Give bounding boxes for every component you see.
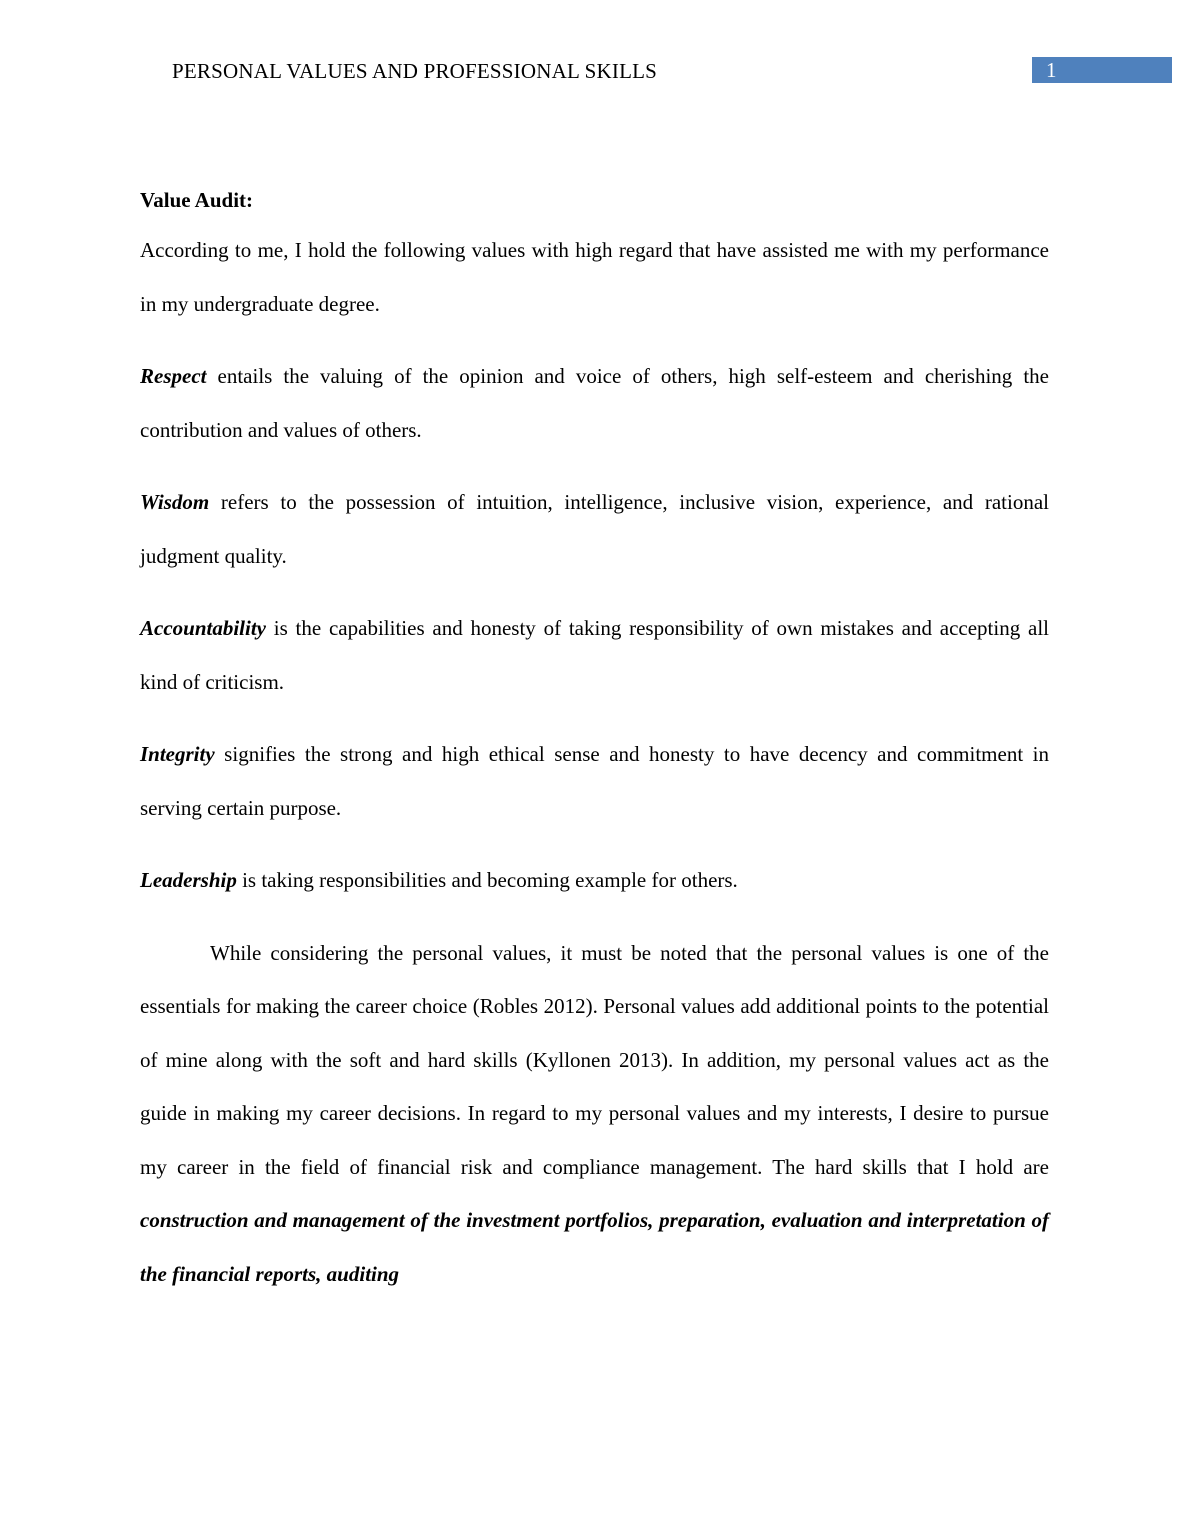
- document-body: [140, 180, 1049, 1320]
- hard-skills-emphasis: construction and management of the investment portfolios, preparation, evaluation and interpretation of the financial reports, auditing: [140, 1208, 1049, 1286]
- value-term: Integrity: [140, 742, 215, 766]
- value-definition: signifies the strong and high ethical sense and honesty to have decency and commitment in serving certain purpose.: [140, 742, 1049, 820]
- discussion-paragraph: [140, 927, 1049, 1302]
- value-definition: refers to the possession of intuition, intelligence, inclusive vision, experience, and rational judgment quality.: [140, 490, 1049, 568]
- value-term: Respect: [140, 364, 207, 388]
- page-number: 1: [1046, 58, 1057, 82]
- value-term: Wisdom: [140, 490, 210, 514]
- discussion-text: While considering the personal values, it must be noted that the personal values is one of the essentials for making the career choice (Robles 2012). Personal values add additional points to the potential of mine along with the soft and hard skills (Kyllonen 2013). In addition, my personal values act as the guide in making my career decisions. In regard to my personal values and my interests, I desire to pursue my career in the field of financial risk and compliance management. The hard skills that I hold are: [140, 940, 1049, 1179]
- value-respect: [140, 350, 1049, 457]
- value-leadership: [140, 854, 1049, 908]
- value-term: Accountability: [140, 616, 266, 640]
- value-wisdom: [140, 476, 1049, 583]
- running-header-title: PERSONAL VALUES AND PROFESSIONAL SKILLS: [172, 59, 658, 83]
- value-definition: is the capabilities and honesty of taking responsibility of own mistakes and accepting all kind of criticism.: [140, 616, 1049, 694]
- value-term: Leadership: [140, 868, 237, 892]
- value-integrity: [140, 728, 1049, 835]
- value-definition: entails the valuing of the opinion and voice of others, high self-esteem and cherishing the contribution and values of others.: [140, 364, 1049, 442]
- section-heading: Value Audit:: [140, 188, 254, 212]
- value-definition: is taking responsibilities and becoming example for others.: [236, 868, 738, 892]
- value-accountability: [140, 602, 1049, 709]
- intro-paragraph: According to me, I hold the following values with high regard that have assisted me with my performance in my undergraduate degree.: [140, 238, 1049, 316]
- page-number-badge: [1032, 57, 1172, 83]
